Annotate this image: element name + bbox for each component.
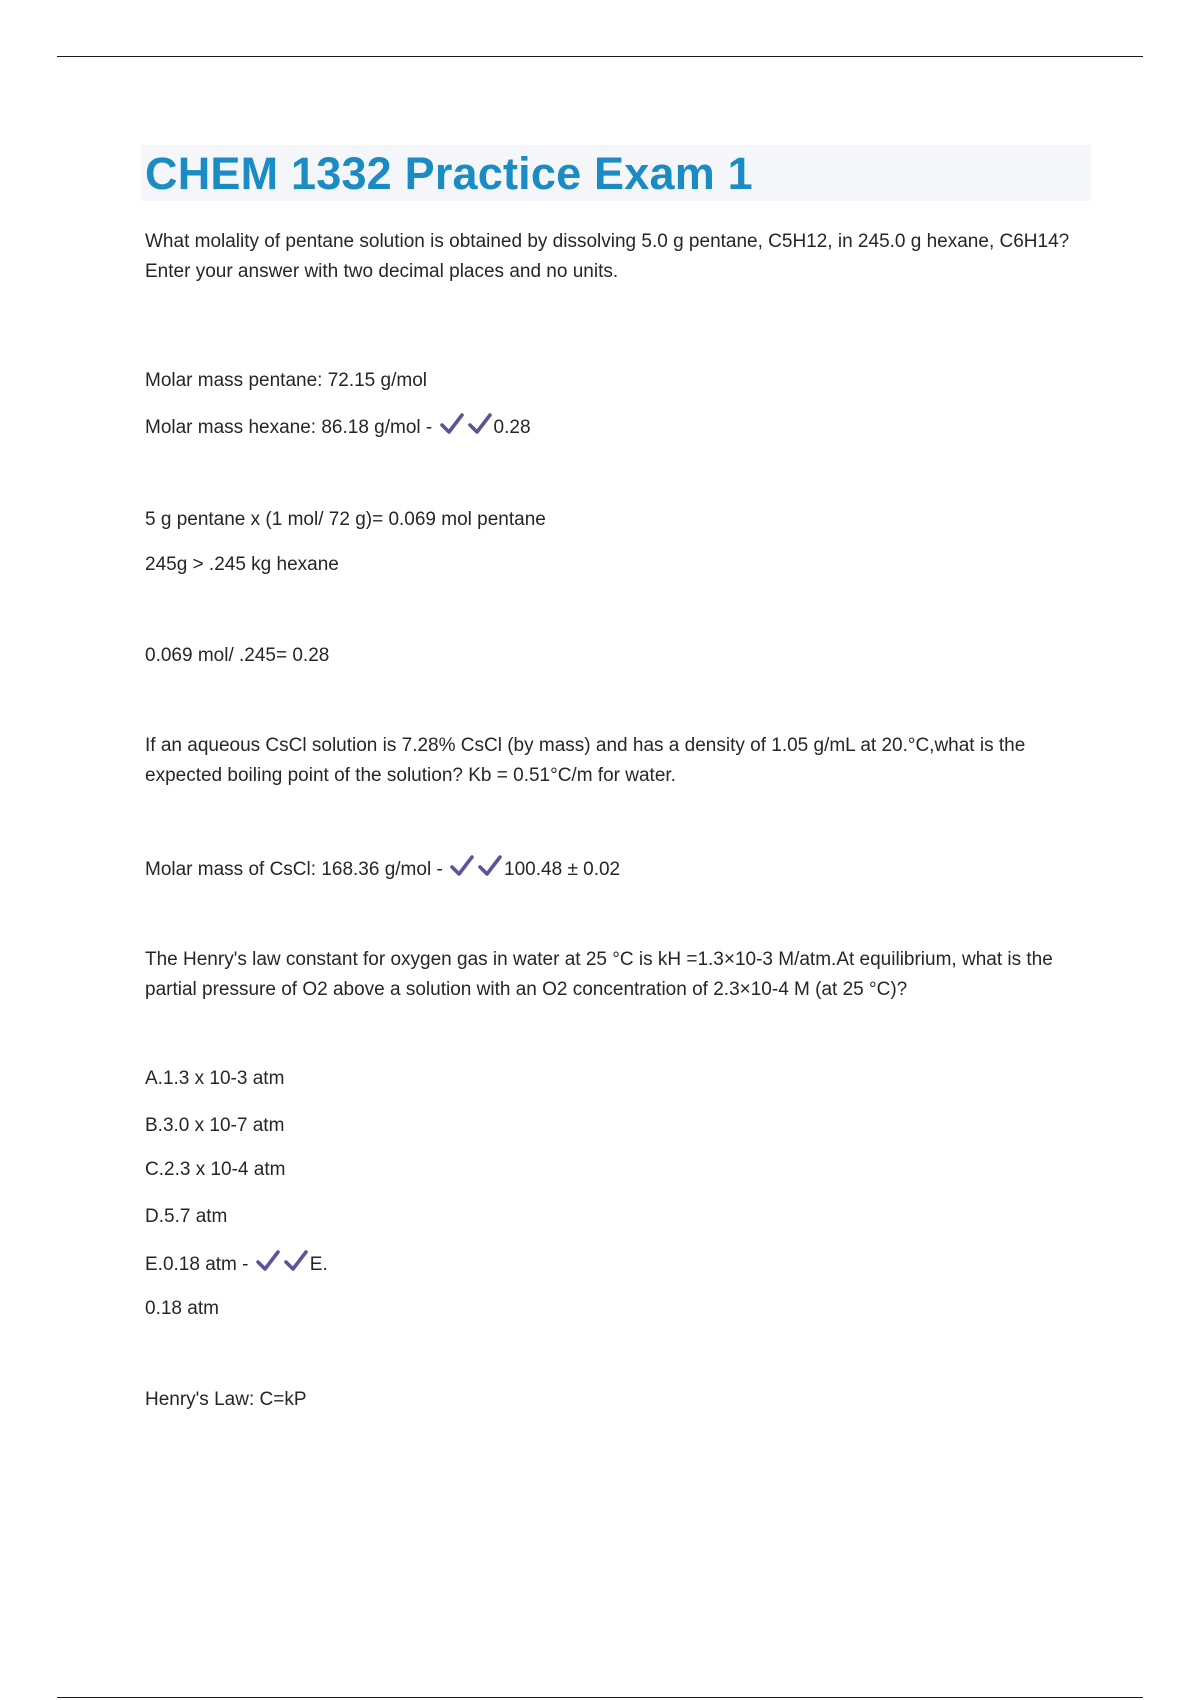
q1-given-hexane-row <box>145 412 531 443</box>
q1-given-hexane: Molar mass hexane: 86.18 g/mol - <box>145 417 433 438</box>
checkmark-icon <box>449 854 475 878</box>
q3-option-e: E.0.18 atm - <box>145 1254 249 1275</box>
checkmark-icon <box>467 412 493 436</box>
checkmark-icon <box>255 1249 281 1273</box>
top-rule <box>57 56 1143 57</box>
q2-given-cscl: Molar mass of CsCl: 168.36 g/mol - <box>145 859 443 880</box>
document-title: CHEM 1332 Practice Exam 1 <box>145 148 753 199</box>
q3-option-e-row <box>145 1249 328 1280</box>
bottom-rule <box>57 1697 1143 1698</box>
question-2-text: If an aqueous CsCl solution is 7.28% CsCl (by mass) and has a density of 1.05 g/mL at 20.°C,what is the expected boiling point of the solution? Kb = 0.51°C/m for water. <box>145 735 1026 786</box>
question-3-text: The Henry's law constant for oxygen gas in water at 25 °C is kH =1.3×10-3 M/atm.At equilibrium, what is the partial pressure of O2 above a solution with an O2 concentration of 2.3×10-4 M (at 25 °C)? <box>145 949 1053 1000</box>
q3-option-d: D.5.7 atm <box>145 1206 228 1227</box>
q1-work-step-3: 0.069 mol/ .245= 0.28 <box>145 645 330 666</box>
q2-given-row <box>145 854 620 885</box>
q3-note: Henry's Law: C=kP <box>145 1389 307 1410</box>
q3-answer-value: 0.18 atm <box>145 1298 219 1319</box>
q3-answer-letter: E. <box>309 1254 328 1275</box>
checkmark-icon <box>439 412 465 436</box>
checkmark-icon <box>477 854 503 878</box>
q1-work-step-2: 245g > .245 kg hexane <box>145 554 339 575</box>
checkmark-icon <box>283 1249 309 1273</box>
question-1-text: What molality of pentane solution is obtained by dissolving 5.0 g pentane, C5H12, in 245.0 g hexane, C6H14? Enter your answer with two decimal places and no units. <box>145 231 1070 282</box>
q3-option-c: C.2.3 x 10-4 atm <box>145 1159 286 1180</box>
q3-option-a: A.1.3 x 10-3 atm <box>145 1068 285 1089</box>
q1-answer: 0.28 <box>493 417 531 438</box>
q1-given-pentane: Molar mass pentane: 72.15 g/mol <box>145 370 427 391</box>
q2-answer: 100.48 ± 0.02 <box>504 859 621 880</box>
q1-work-step-1: 5 g pentane x (1 mol/ 72 g)= 0.069 mol pentane <box>145 509 546 530</box>
q3-option-b: B.3.0 x 10-7 atm <box>145 1115 285 1136</box>
